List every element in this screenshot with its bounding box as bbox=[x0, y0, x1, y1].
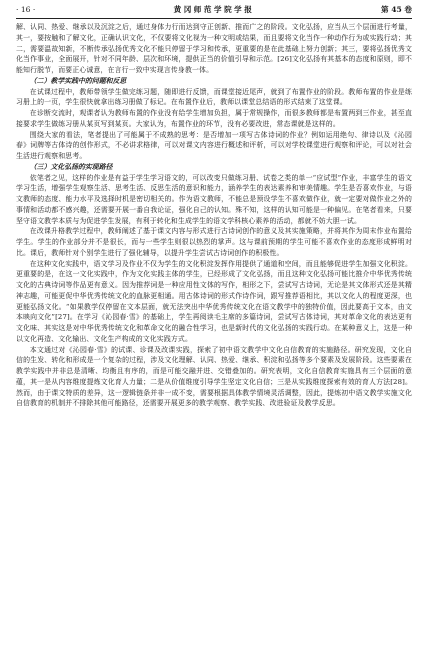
journal-title: 黄冈师范学院学报 bbox=[173, 5, 255, 14]
paragraph: 本文通过对《沁园春·雪》的试课、诊课及改课实践，探索了初中语文教学中文化自信教育的实施路径。研究发现，文化自信的生发、转化和形成是一个复杂的过程，涉及文化理解、认同、热爱、继承、积淀和弘扬等多个要素及发展阶段。这些要素在教学实践中并非总是清晰、均衡且有序的，而是可能交融并进、交错叠加的。研究表明，文化自信教育实施具有三个层面的意蕴，其一是从内容维度提炼文化育人力量；二是从价值维度引导学生坚定文化自信；三是从实践维度探索有效的育人方法[28]。然而，由于课文特质的差异，这一逻辑链条并非一成不变，需要根据具体教学情境灵活调整，因此，提炼初中语文教学实施文化自信教育的机制并不排除其他可能路径，还需要开展更多的教学观察、教学实践、改进验证及教学反思。 bbox=[16, 345, 412, 408]
paragraph: 在这种文化实践中，语文学习及作业不仅为学生的文化积淀发挥作用提供了通道和空间，而且能够促进学生加强文化积淀。更重要的是，在这一文化实践中，作为文化实践主体的学生，已经形成了文化弘扬，而且这种文化弘扬可能比推介中华优秀传统文化的古典诗词等作品更有意义。因为推荐词是一种应用性文体的写作，相形之下，尝试写古诗词，无论是其文体形式还是其精神志趣，可能更促中华优秀传统文化的血脉更相通。用古体诗词的形式作诗作词，跟写推荐语相比，其以文化人的程度更深，也更能弘扬文化。“如果教学仅停留在文本层面，就无法突出中华优秀传统文化在语文教学中的独特价值，因此要高于文本，由文本映向文化”[27]。在学习《沁园春·雪》的基础上，学生再阅读毛主席的多篇诗词，尝试写古体诗词，其对革命文化的表达更有文化味、其实这是对中华优秀传统文化和革命文化的融合性学习，也是新时代的文化弘扬的实践行动。在某种意义上，这是一种以文化再造、文化输出、文化生产构成的文化实践方式。 bbox=[16, 259, 412, 343]
paragraph: 依笔者之见，这样的作业是有益于学生学习语文的，可以改变只做练习册、试卷之类的单一“应试型”作业，丰富学生的语文学习生活，增强学生观察生活、思考生活、反思生活的意识和能力，涵养学生的表达素养和审美情趣。学生是否喜欢作业，与语文教师的态度、能力水平及选择时机是密切相关的。作为语文教师，不能总是预设学生不喜欢做作业，就一定要对做作业之外的事情和活动都不感兴趣，还需要开展一番自我论证，强化自己的认知。殊不知，这样的认知可能是一种偏见。在笔者看来，只要坚守语文教学本质与为促进学生发展，有利于转化和生成学生的语文学科核心素养的活动，都就不妨大胆一试。 bbox=[16, 173, 412, 225]
paragraph: 在改课升格教学过程中，教师阐述了基于课文内容与形式进行古诗词创作的意义及其实施策略，并将其作为周末作业布置给学生。学生的作业部分并不是很长，而与一些学生则很以热烈的掌声。这与课前预期的学生可能不喜欢作业的态度形成鲜明对比。课后，教师针对个别学生进行了强化辅导，以提升学生尝试古诗词创作的积极性。 bbox=[16, 227, 412, 257]
page-number: · 16 · bbox=[16, 5, 36, 14]
volume-label: 第 45 卷 bbox=[380, 5, 412, 14]
paragraph: 在试课过程中，教师带领学生做完练习题，随即进行反馈，而课堂接近尾声，就到了布置作业的阶段。教师布置的作业是练习册上的一页，学生很快就拿出练习册做了标记。在布置作业后，教师以课堂总结语的形式结束了这堂课。 bbox=[16, 87, 412, 107]
page bbox=[0, 2, 427, 648]
running-header bbox=[16, 2, 412, 19]
paragraph: 围绕大家的看法，笔者提出了可能属于不成熟的思考：是否增加一项写古体诗词的作业？例如运用绝句、律诗以及《沁园春》词牌等古体诗的创作形式，不必讲求格律，可以对课文内容进行概述和评析，可以对学校课堂进行观察和评论，可以对社会生活进行观察和思考。 bbox=[16, 130, 412, 160]
paragraph: 解、认同、热爱、继承以及沉淀之后，通过身体力行而达到守正创新、推而广之的阶段。文化弘扬，应当从三个层面进行考量，其一，要按触和了解文化，正确认识文化，不仅要将文化视为一种文明或结果，而且要将文化当作一种动作行为或实践行动；其二，需要温故知新，不断传承弘扬优秀文化不能只停留于学习和传承，更重要的是在此基础上努力创新；其三，要将弘扬优秀文化当作事业，全面展开，针对不同年龄、层次和环境，提供正当的价值引导和示范。[26]文化弘扬有其基本的态度和原则，即不能知行脱节，而要正心诚意，在言行一致中实现言传身教一体。 bbox=[16, 23, 412, 74]
section-heading: （三）文化弘扬的实现路径 bbox=[29, 162, 113, 171]
article-body bbox=[16, 22, 412, 409]
section-heading: （二）教学实践中的问题和反思 bbox=[29, 76, 127, 85]
paragraph: 在诊断交流时，观课者认为教师布置的作业没有给学生增加负担，属于常规操作，而很多教师都是布置两到三作业，甚至直接要求学生做练习册从某页写到某页。大家认为，布置作业的环节，没有必要改进，常态课就是这样的。 bbox=[16, 109, 412, 128]
